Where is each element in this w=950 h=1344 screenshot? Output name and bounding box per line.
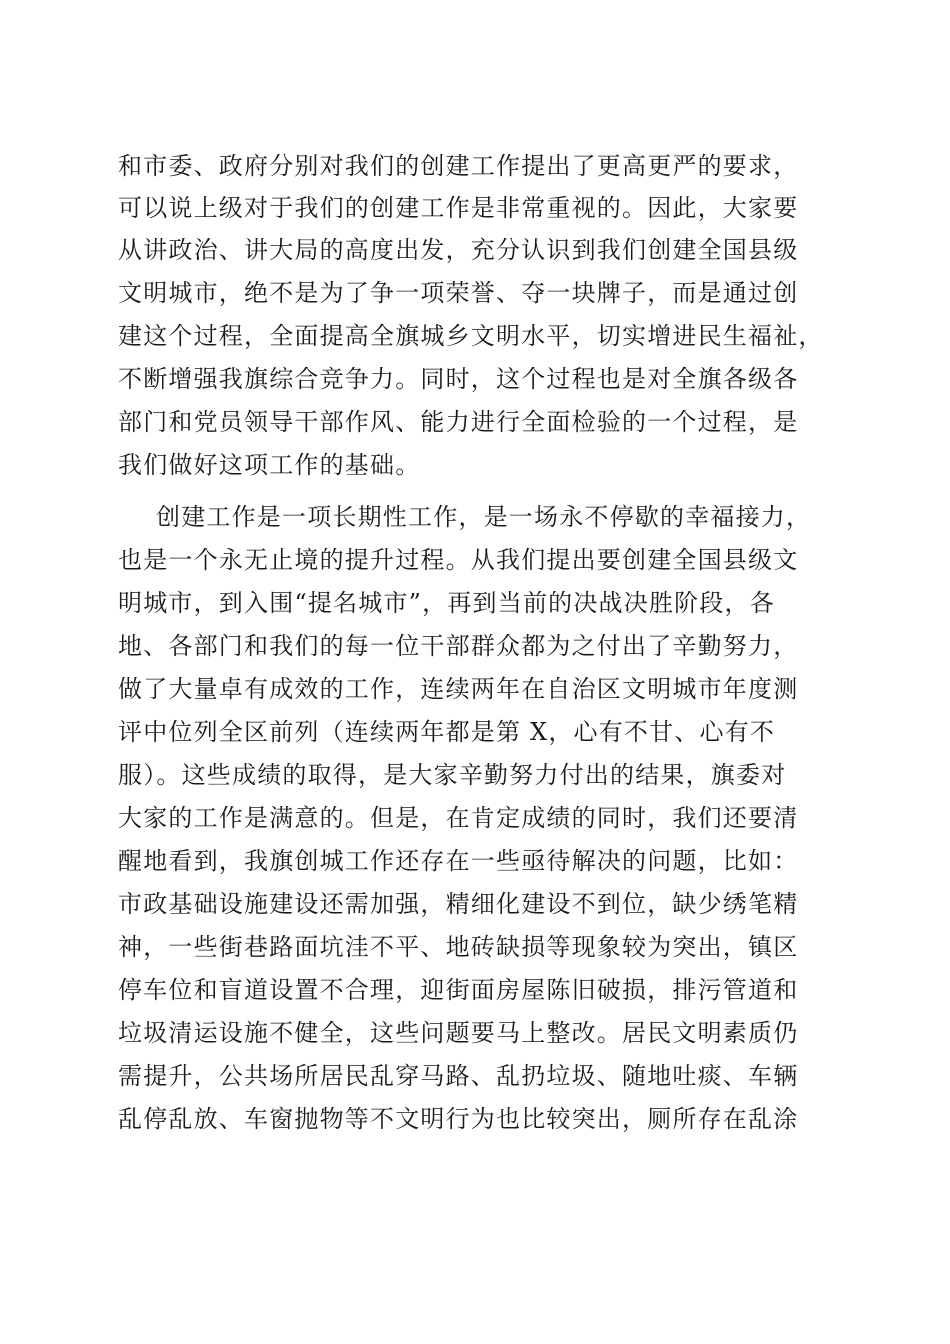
text-line: 大家的工作是满意的。但是，在肯定成绩的同时，我们还要清 <box>118 804 799 832</box>
text-line: 服）。这些成绩的取得，是大家辛勤努力付出的结果，旗委对 <box>118 761 787 789</box>
text-line: 和市委、政府分别对我们的创建工作提出了更高更严的要求， <box>118 152 799 180</box>
text-line: 也是一个永无止境的提升过程。从我们提出要创建全国县级文 <box>118 546 799 574</box>
text-line: 评中位列全区前列（连续两年都是第 X，心有不甘、心有不 <box>118 718 776 746</box>
text-line: 文明城市，绝不是为了争一项荣誉、夺一块牌子，而是通过创 <box>118 279 799 307</box>
text-line: 地、各部门和我们的每一位干部群众都为之付出了辛勤努力， <box>118 632 799 660</box>
text-line: 部门和党员领导干部作风、能力进行全面检验的一个过程，是 <box>118 408 799 436</box>
text-line: 停车位和盲道设置不合理，迎街面房屋陈旧破损，排污管道和 <box>118 976 799 1004</box>
text-line: 从讲政治、讲大局的高度出发，充分认识到我们创建全国县级 <box>118 236 799 264</box>
text-line: 垃圾清运设施不健全，这些问题要马上整改。居民文明素质仍 <box>118 1019 799 1047</box>
text-line: 不断增强我旗综合竞争力。同时，这个过程也是对全旗各级各 <box>118 365 799 393</box>
text-line: 做了大量卓有成效的工作，连续两年在自治区文明城市年度测 <box>118 675 799 703</box>
text-line: 需提升，公共场所居民乱穿马路、乱扔垃圾、随地吐痰、车辆 <box>118 1062 799 1090</box>
text-line: 我们做好这项工作的基础。 <box>118 451 421 479</box>
text-line: 神，一些街巷路面坑洼不平、地砖缺损等现象较为突出，镇区 <box>118 933 799 961</box>
text-line: 可以说上级对于我们的创建工作是非常重视的。因此，大家要 <box>118 194 799 222</box>
paragraph-first-line: 创建工作是一项长期性工作，是一场永不停歇的幸福接力， <box>156 503 812 531</box>
text-line: 乱停乱放、车窗抛物等不文明行为也比较突出，厕所存在乱涂 <box>118 1105 799 1133</box>
text-line: 建这个过程，全面提高全旗城乡文明水平，切实增进民生福祉， <box>118 322 824 350</box>
text-line: 明城市，到入围“提名城市”，再到当前的决战决胜阶段，各 <box>118 589 775 617</box>
text-line: 市政基础设施建设还需加强，精细化建设不到位，缺少绣笔精 <box>118 890 799 918</box>
text-line: 醒地看到，我旗创城工作还存在一些亟待解决的问题，比如： <box>118 847 799 875</box>
